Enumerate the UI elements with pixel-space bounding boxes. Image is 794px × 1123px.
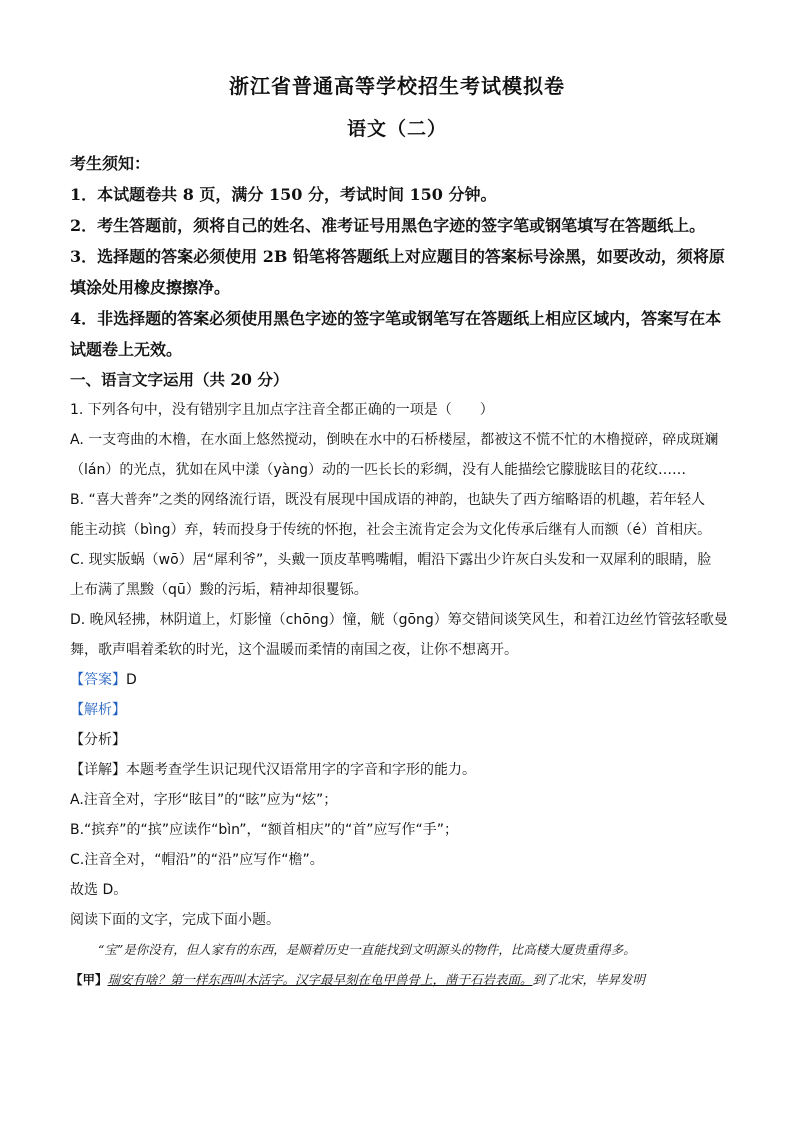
detail-line [70,755,730,785]
notice-item-3: 3．选择题的答案必须使用 2B 铅笔将答题纸上对应题目的答案标号涂黑，如要改动，须将原 [70,247,725,266]
answer-tag: 【答案】 [70,672,126,688]
detail-b: B.“摈弃”的“摈”应读作“bìn”，“额首相庆”的“首”应写作“手”； [70,822,458,838]
detail-tag: 【详解】 [70,762,126,778]
reading-para-1: “宝”是你没有，但人家有的东西，是顺着历史一直能找到文明源头的物件，比高楼大厦贵重得多。 [98,942,636,957]
answer-value: D [126,672,137,688]
conclusion: 故选 D。 [70,882,128,898]
detail-text: 本题考查学生识记现代汉语常用字的字音和字形的能力。 [126,762,476,778]
fenxi-tag: 【分析】 [70,732,126,748]
option-b-line-1: B. “喜大普奔”之类的网络流行语，既没有展现中国成语的神韵，也缺失了西方缩略语的机趣，若年轻人 [70,492,706,508]
section-heading: 一、语言文字运用（共 20 分） [70,370,289,389]
question-stem: 1. 下列各句中，没有错别字且加点字注音全都正确的一项是（ ） [70,402,494,418]
document-body [70,148,730,995]
notice-item-2: 2．考生答题前，须将自己的姓名、准考证号用黑色字迹的签字笔或钢笔填写在答题纸上。 [70,216,706,235]
option-d-line-2: 舞，歌声唱着柔软的时光，这个温暖而柔情的南国之夜，让你不想离开。 [70,642,518,658]
option-c-line-1: C. 现实版蜗（wō）居“犀利爷”，头戴一顶皮革鸭嘴帽，帽沿下露出少许灰白头发和一双犀利的眼睛，脸 [70,552,712,568]
notice-item-4: 4．非选择题的答案必须使用黑色字迹的签字笔或钢笔写在答题纸上相应区域内，答案写在本 [70,309,722,328]
option-a-line-2: （lán）的光点，犹如在风中漾（yàng）动的一匹长长的彩绸，没有人能描绘它朦胧眩目的花纹…… [70,462,686,478]
reading-para-2 [70,965,730,995]
reading-underlined: 瑞安有啥？第一样东西叫木活字。汉字最早刻在龟甲兽骨上，凿于石岩表面。 [107,972,533,987]
option-a-line-1: A. 一支弯曲的木橹，在水面上悠然搅动，倒映在水中的石桥楼屋，都被这不慌不忙的木橹搅碎，碎成斑斓 [70,432,719,448]
option-b-line-2: 能主动摈（bìng）弃，转而投身于传统的怀抱，社会主流肯定会为文化传承后继有人而额（é）首相庆。 [70,522,712,538]
option-c-line-2: 上布满了黑黢（qū）黢的污垢，精神却很矍铄。 [70,582,368,598]
analysis-tag: 【解析】 [70,702,126,718]
notice-item-4-cont: 试题卷上无效。 [70,340,183,359]
notice-heading: 考生须知： [70,154,151,173]
option-d-line-1: D. 晚风轻拂，林阴道上，灯影憧（chōng）憧，觥（gōng）筹交错间谈笑风生，和着江边丝竹管弦轻歌曼 [70,612,728,628]
answer-line [70,665,730,695]
detail-c: C.注音全对，“帽沿”的“沿”应写作“檐”。 [70,852,324,868]
notice-item-1: 1．本试题卷共 8 页，满分 150 分，考试时间 150 分钟。 [70,185,497,204]
jia-tag: 【甲】 [70,972,108,987]
reading-intro: 阅读下面的文字，完成下面小题。 [70,912,280,928]
detail-a: A.注音全对，字形“眩目”的“眩”应为“炫”； [70,792,338,808]
notice-item-3-cont: 填涂处用橡皮擦擦净。 [70,278,231,297]
page-subtitle: 语文（二） [346,118,447,140]
page-title: 浙江省普通高等学校招生考试模拟卷 [229,74,565,98]
reading-rest: 到了北宋，毕昇发明 [532,972,646,987]
